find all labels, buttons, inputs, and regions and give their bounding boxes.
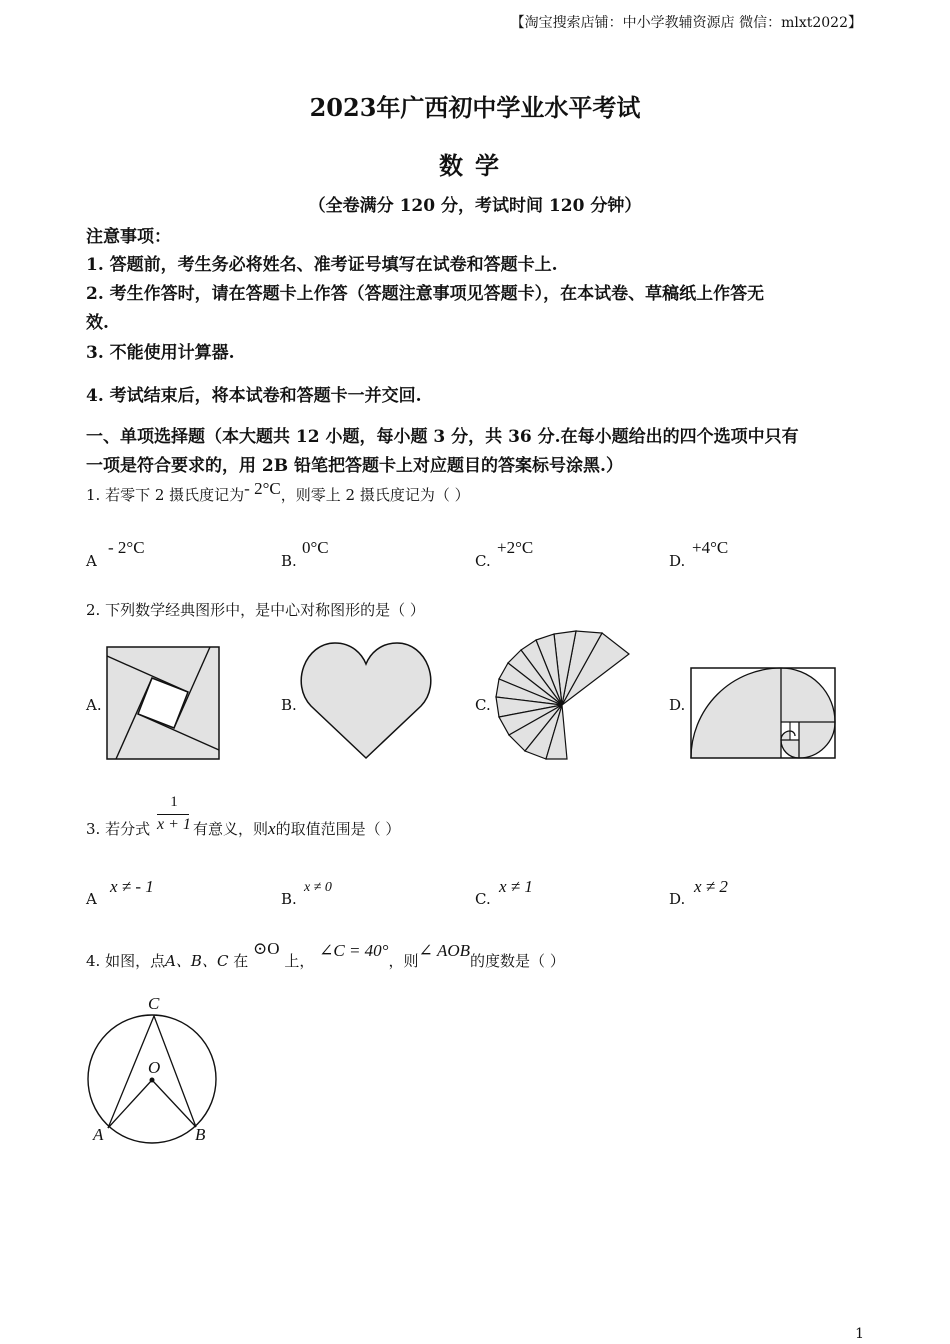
subject-title: 数学 [439, 151, 511, 180]
q4-pre: 4. 如图，点 [86, 952, 166, 970]
q3-denominator: x + 1 [157, 816, 191, 833]
exam-title: 2023年广西初中学业水平考试 [309, 93, 641, 122]
q3-option-b-value: x ≠ 0 [304, 880, 332, 895]
section-heading-cont: 一项是符合要求的，用 2B 铅笔把答题卡上对应题目的答案标号涂黑.） [86, 456, 623, 476]
q1-post: ，则零上 2 摄氏度记为（ ） [280, 486, 470, 504]
q4-circle: ⊙O [253, 939, 280, 958]
spiral-fan-figure [492, 628, 632, 762]
q4-on2: 上， [284, 952, 315, 970]
q3-mid: 有意义，则 [193, 820, 269, 838]
q1-expr: - 2°C [244, 479, 281, 498]
q4-points: A、B、C [165, 952, 229, 970]
q1-option-c-label[interactable]: C. [475, 552, 491, 570]
q1-pre: 1. 若零下 2 摄氏度记为 [86, 486, 245, 504]
q2-stem: 2. 下列数学经典图形中，是中心对称图形的是（ ） [86, 601, 425, 619]
point-b-label: B [195, 1125, 206, 1144]
q3-post: 的取值范围是（ ） [275, 820, 401, 838]
note-2: 2. 考生作答时，请在答题卡上作答（答题注意事项见答题卡），在本试卷、草稿纸上作答无 [86, 284, 765, 304]
q2-option-d-label[interactable]: D. [669, 696, 686, 714]
q2-option-a-label[interactable]: A. [86, 696, 102, 714]
q3-option-c-value: x ≠ 1 [499, 877, 533, 896]
q2-option-b-label[interactable]: B. [281, 696, 297, 714]
q3-option-a-value: x ≠ - 1 [110, 877, 154, 896]
q1-stem [86, 479, 470, 505]
q3-option-b-label[interactable]: B. [281, 890, 297, 908]
q1-option-a-value: - 2°C [108, 538, 145, 557]
exam-subtitle: （全卷满分 120 分，考试时间 120 分钟） [308, 196, 642, 216]
pinwheel-square-figure [106, 646, 220, 760]
q3-option-a-label[interactable]: A [86, 890, 97, 908]
q3-tail [193, 818, 400, 839]
note-4: 4. 考试结束后，将本试卷和答题卡一并交回. [86, 386, 422, 406]
note-3: 3. 不能使用计算器. [86, 343, 235, 363]
q4-then: ，则 [388, 952, 419, 970]
note-2-cont: 效. [86, 313, 109, 333]
q1-option-d-value: +4°C [692, 538, 729, 557]
notes-heading: 注意事项： [86, 227, 171, 247]
q3-numerator: 1 [170, 794, 178, 810]
q3-option-c-label[interactable]: C. [475, 890, 491, 908]
golden-spiral-figure [689, 666, 837, 760]
q1-option-d-label[interactable]: D. [669, 552, 686, 570]
point-o-label: O [148, 1058, 161, 1077]
q3-option-d-label[interactable]: D. [669, 890, 686, 908]
q3-pre: 3. 若分式 [86, 820, 151, 838]
q1-option-b-value: 0°C [302, 538, 329, 557]
q2-option-c-label[interactable]: C. [475, 696, 491, 714]
q1-option-a-label[interactable]: A [86, 552, 97, 570]
note-1: 1. 答题前，考生务必将姓名、准考证号填写在试卷和答题卡上. [86, 255, 558, 275]
q4-post: 的度数是（ ） [470, 952, 565, 970]
page-number: 1 [855, 1326, 864, 1342]
q4-on: 在 [233, 952, 249, 970]
heart-figure [300, 640, 432, 760]
q1-option-b-label[interactable]: B. [281, 552, 297, 570]
point-c-label: C [148, 994, 160, 1013]
header-note: 【淘宝搜索店铺：中小学教辅资源店 微信：mlxt2022】 [510, 15, 862, 31]
q4-stem [86, 939, 565, 971]
q1-option-c-value: +2°C [497, 538, 534, 557]
section-heading: 一、单项选择题（本大题共 12 小题，每小题 3 分，共 36 分.在每小题给出的四个选项中只有 [86, 427, 799, 447]
q3-option-d-value: x ≠ 2 [694, 877, 728, 896]
q3-var: x [268, 819, 276, 838]
q4-target: ∠ AOB [418, 941, 471, 960]
q3-fraction-bar [157, 814, 189, 815]
point-a-label: A [93, 1125, 104, 1144]
q4-angle: ∠C = 40° [319, 941, 389, 960]
